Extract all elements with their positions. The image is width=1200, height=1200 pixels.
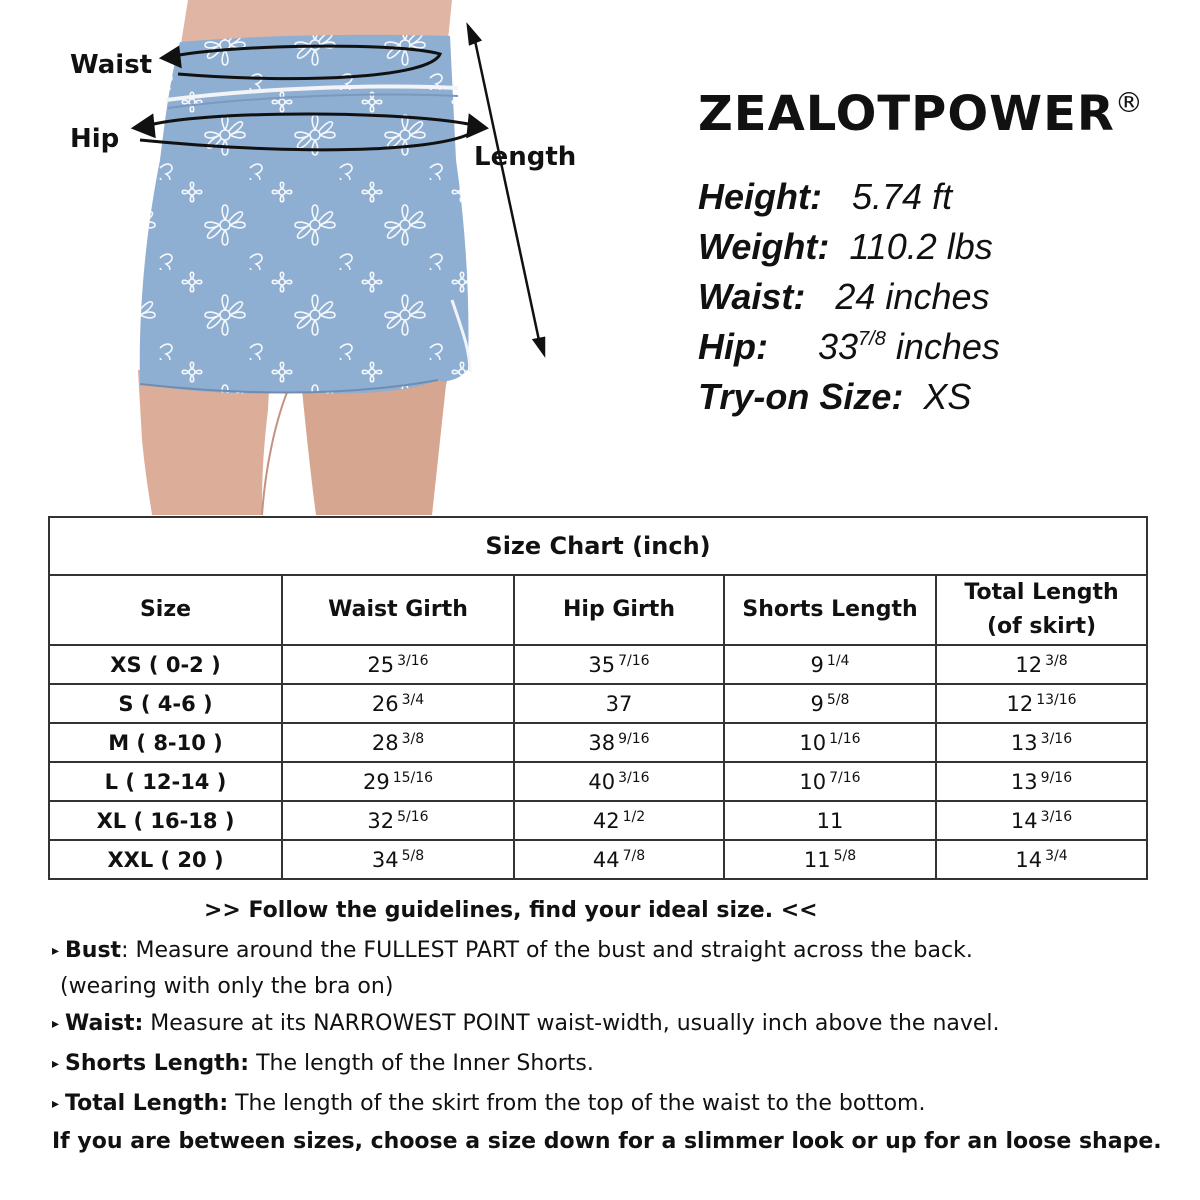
value-whole: 13	[1010, 769, 1038, 794]
hip-girth-cell	[514, 645, 724, 684]
value-fraction: 1/2	[622, 808, 646, 825]
size-cell: S ( 4-6 )	[49, 684, 282, 723]
value-whole: 9	[810, 691, 824, 716]
shorts-length-cell	[724, 840, 936, 879]
total-length-cell	[936, 762, 1147, 801]
brand-name	[698, 86, 1144, 142]
value-whole: 14	[1015, 847, 1043, 872]
spec-value: 5.74 ft	[852, 176, 953, 217]
guideline-text: The length of the skirt from the top of the waist to the bottom.	[228, 1091, 926, 1116]
hip-girth-cell	[514, 762, 724, 801]
value-whole: 32	[367, 808, 395, 833]
column-header-total-length	[936, 575, 1147, 645]
bullet-icon: ▸	[52, 1056, 60, 1072]
value-fraction: 3/16	[1040, 808, 1073, 825]
bullet-icon: ▸	[52, 1016, 60, 1032]
value-fraction: 3/8	[1045, 652, 1068, 669]
spec-fraction: 7/8	[858, 328, 886, 350]
size-chart-title: Size Chart (inch)	[49, 517, 1147, 575]
guideline-term: Shorts Length:	[65, 1051, 250, 1076]
size-rows	[49, 645, 1147, 879]
size-cell: XS ( 0-2 )	[49, 645, 282, 684]
size-chart-table	[48, 516, 1148, 880]
total-length-cell	[936, 801, 1147, 840]
table-row	[49, 723, 1147, 762]
value-whole: 34	[371, 847, 399, 872]
guideline-bust-note	[60, 974, 393, 999]
value-fraction: 13/16	[1036, 691, 1077, 708]
value-whole: 44	[592, 847, 620, 872]
value-whole: 38	[588, 730, 616, 755]
value-fraction: 5/8	[826, 691, 850, 708]
value-fraction: 7/16	[829, 769, 861, 786]
product-photo	[0, 0, 600, 515]
value-fraction: 7/16	[618, 652, 650, 669]
total-length-cell	[936, 723, 1147, 762]
model-hip	[698, 326, 1000, 368]
value-whole: 42	[592, 808, 620, 833]
model-try-on-size	[698, 376, 971, 418]
value-whole: 12	[1015, 652, 1043, 677]
size-cell: XL ( 16-18 )	[49, 801, 282, 840]
header-subline: (of skirt)	[986, 614, 1097, 639]
hip-girth-cell	[514, 801, 724, 840]
shorts-length-cell	[724, 645, 936, 684]
spec-label: Height:	[698, 176, 822, 217]
table-row	[49, 762, 1147, 801]
value-whole: 26	[371, 691, 399, 716]
column-header-shorts-length: Shorts Length	[724, 575, 936, 645]
total-length-cell	[936, 684, 1147, 723]
value-whole: 35	[588, 652, 616, 677]
spec-value: 24 inches	[835, 276, 990, 317]
value-fraction: 3/16	[618, 769, 650, 786]
spec-value: XS	[923, 376, 972, 417]
value-fraction: 3/4	[1045, 847, 1068, 864]
hip-label: Hip	[70, 124, 120, 154]
value-whole: 11	[816, 808, 844, 833]
waist-girth-cell	[282, 801, 514, 840]
brand-text: ZEALOTPOWER	[698, 86, 1115, 142]
value-fraction: 5/8	[833, 847, 857, 864]
value-whole: 14	[1010, 808, 1038, 833]
model-weight	[698, 226, 993, 268]
value-fraction: 5/8	[401, 847, 425, 864]
value-whole: 9	[810, 652, 824, 677]
model-waist	[698, 276, 989, 318]
guideline-text: The length of the Inner Shorts.	[249, 1051, 594, 1076]
value-whole: 37	[605, 691, 633, 716]
guidelines-heading: >> Follow the guidelines, find your ideal size. <<	[204, 898, 818, 923]
value-whole: 40	[588, 769, 616, 794]
header-line: Total Length	[964, 580, 1119, 605]
waist-girth-cell	[282, 840, 514, 879]
registered-mark: ®	[1114, 86, 1144, 119]
value-whole: 25	[367, 652, 395, 677]
spec-label: Weight:	[698, 226, 830, 267]
value-fraction: 9/16	[1040, 769, 1073, 786]
size-cell: XXL ( 20 )	[49, 840, 282, 879]
value-fraction: 7/8	[622, 847, 646, 864]
value-whole: 12	[1006, 691, 1034, 716]
value-fraction: 1/16	[829, 730, 861, 747]
spec-value: 110.2 lbs	[849, 226, 993, 267]
shorts-length-cell	[724, 762, 936, 801]
column-header-size: Size	[49, 575, 282, 645]
value-fraction: 3/16	[1040, 730, 1073, 747]
hip-girth-cell	[514, 723, 724, 762]
value-whole: 11	[803, 847, 831, 872]
spec-label: Hip:	[698, 326, 768, 367]
value-fraction: 1/4	[826, 652, 850, 669]
guideline-total-length	[52, 1091, 925, 1116]
guideline-bust	[52, 938, 973, 963]
waist-girth-cell	[282, 762, 514, 801]
table-row	[49, 645, 1147, 684]
hip-girth-cell	[514, 684, 724, 723]
shorts-length-cell	[724, 684, 936, 723]
column-header-hip-girth: Hip Girth	[514, 575, 724, 645]
guideline-waist	[52, 1011, 1000, 1036]
guideline-text: Measure at its NARROWEST POINT waist-width, usually inch above the navel.	[143, 1011, 1000, 1036]
length-label: Length	[474, 142, 577, 172]
value-fraction: 15/16	[392, 769, 434, 786]
guideline-shorts-length	[52, 1051, 594, 1076]
spec-label: Waist:	[698, 276, 806, 317]
spec-label: Try-on Size:	[698, 376, 904, 417]
guideline-text: (wearing with only the bra on)	[60, 974, 394, 999]
value-fraction: 3/4	[401, 691, 425, 708]
value-fraction: 3/16	[397, 652, 429, 669]
shorts-length-cell	[724, 723, 936, 762]
size-cell: L ( 12-14 )	[49, 762, 282, 801]
table-row	[49, 840, 1147, 879]
column-header-waist-girth: Waist Girth	[282, 575, 514, 645]
waist-girth-cell	[282, 645, 514, 684]
guideline-term: Total Length:	[65, 1091, 229, 1116]
table-row	[49, 684, 1147, 723]
waist-girth-cell	[282, 723, 514, 762]
total-length-cell	[936, 645, 1147, 684]
guideline-text: : Measure around the FULLEST PART of the bust and straight across the back.	[121, 938, 973, 963]
spec-value: 33	[818, 326, 859, 367]
spec-unit: inches	[885, 326, 1000, 367]
value-whole: 13	[1010, 730, 1038, 755]
value-fraction: 3/8	[401, 730, 425, 747]
value-fraction: 9/16	[618, 730, 650, 747]
value-fraction: 5/16	[397, 808, 429, 825]
guideline-term: Bust	[65, 938, 122, 963]
bullet-icon: ▸	[52, 1096, 60, 1112]
hip-girth-cell	[514, 840, 724, 879]
size-cell: M ( 8-10 )	[49, 723, 282, 762]
guidelines-footer: If you are between sizes, choose a size down for a slimmer look or up for an loose shape.	[52, 1129, 1162, 1154]
length-measure-line	[468, 26, 544, 354]
value-whole: 10	[799, 769, 827, 794]
value-whole: 10	[799, 730, 827, 755]
guideline-term: Waist:	[65, 1011, 144, 1036]
value-whole: 29	[362, 769, 390, 794]
shorts-length-cell	[724, 801, 936, 840]
bullet-icon: ▸	[52, 943, 60, 959]
waist-label: Waist	[70, 50, 153, 80]
model-height	[698, 176, 952, 218]
waist-girth-cell	[282, 684, 514, 723]
value-whole: 28	[371, 730, 399, 755]
total-length-cell	[936, 840, 1147, 879]
table-row	[49, 801, 1147, 840]
